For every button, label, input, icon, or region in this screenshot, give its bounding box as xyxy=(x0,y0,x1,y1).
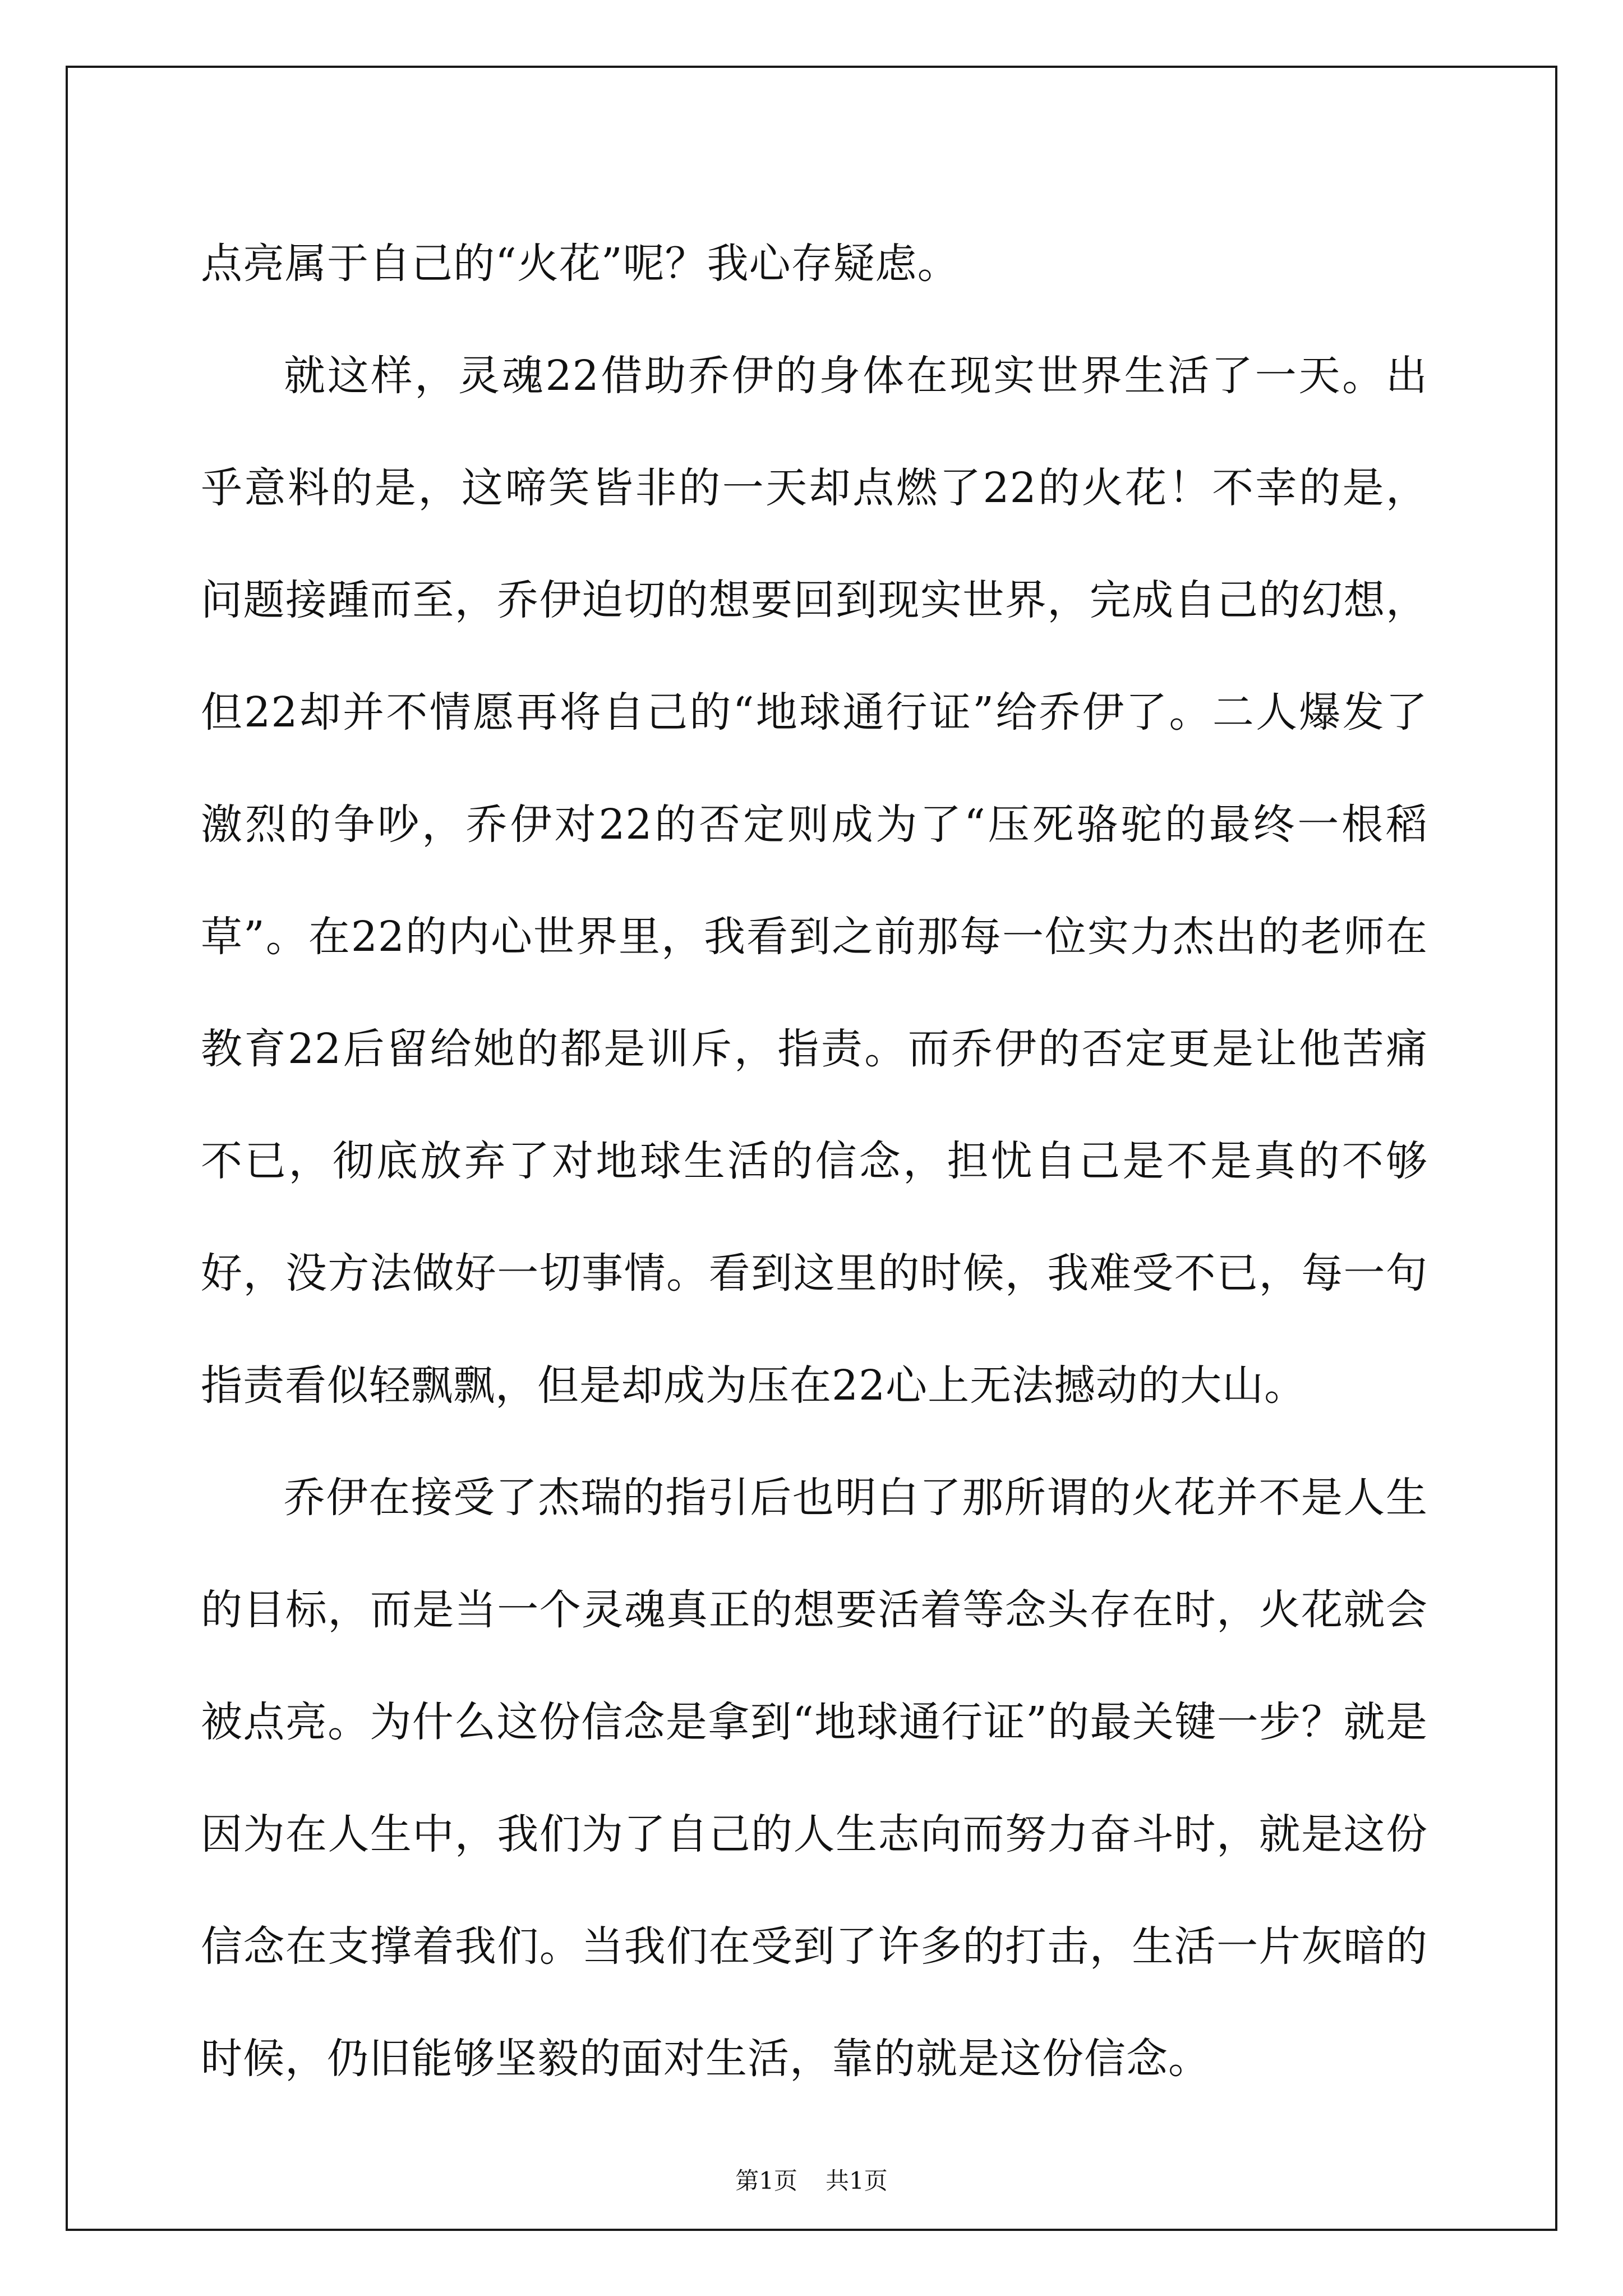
page-total: 共1页 xyxy=(826,2167,888,2194)
page-footer xyxy=(0,2164,1623,2198)
paragraph-continuation: 点亮属于自己的“火花”呢？我心存疑虑。 xyxy=(201,240,960,288)
page-number: 第1页 xyxy=(735,2167,797,2194)
paragraph-spark-belief: 乔伊在接受了杰瑞的指引后也明白了那所谓的火花并不是人生的目标，而是当一个灵魂真正的想要活着等念头存在时，火花就会被点亮。为什么这份信念是拿到“地球通行证”的最关键一步？就是因为在人生中，我们为了自己的人生志向而努力奋斗时，就是这份信念在支撑着我们。当我们在受到了许多的打击，生活一片灰暗的时候，仍旧能够坚毅的面对生活，靠的就是这份信念。 xyxy=(201,1474,1428,2083)
document-body xyxy=(201,208,1428,2115)
paragraph-soul-22: 就这样，灵魂22借助乔伊的身体在现实世界生活了一天。出乎意料的是，这啼笑皆非的一天却点燃了22的火花！不幸的是，问题接踵而至，乔伊迫切的想要回到现实世界，完成自己的幻想，但22却并不情愿再将自己的“地球通行证”给乔伊了。二人爆发了激烈的争吵，乔伊对22的否定则成为了“压死骆驼的最终一根稻草”。在22的内心世界里，我看到之前那每一位实力杰出的老师在教育22后留给她的都是训斥，指责。而乔伊的否定更是让他苦痛不已，彻底放弃了对地球生活的信念，担忧自己是不是真的不够好，没方法做好一切事情。看到这里的时候，我难受不已，每一句指责看似轻飘飘，但是却成为压在22心上无法撼动的大山。 xyxy=(201,352,1428,1410)
